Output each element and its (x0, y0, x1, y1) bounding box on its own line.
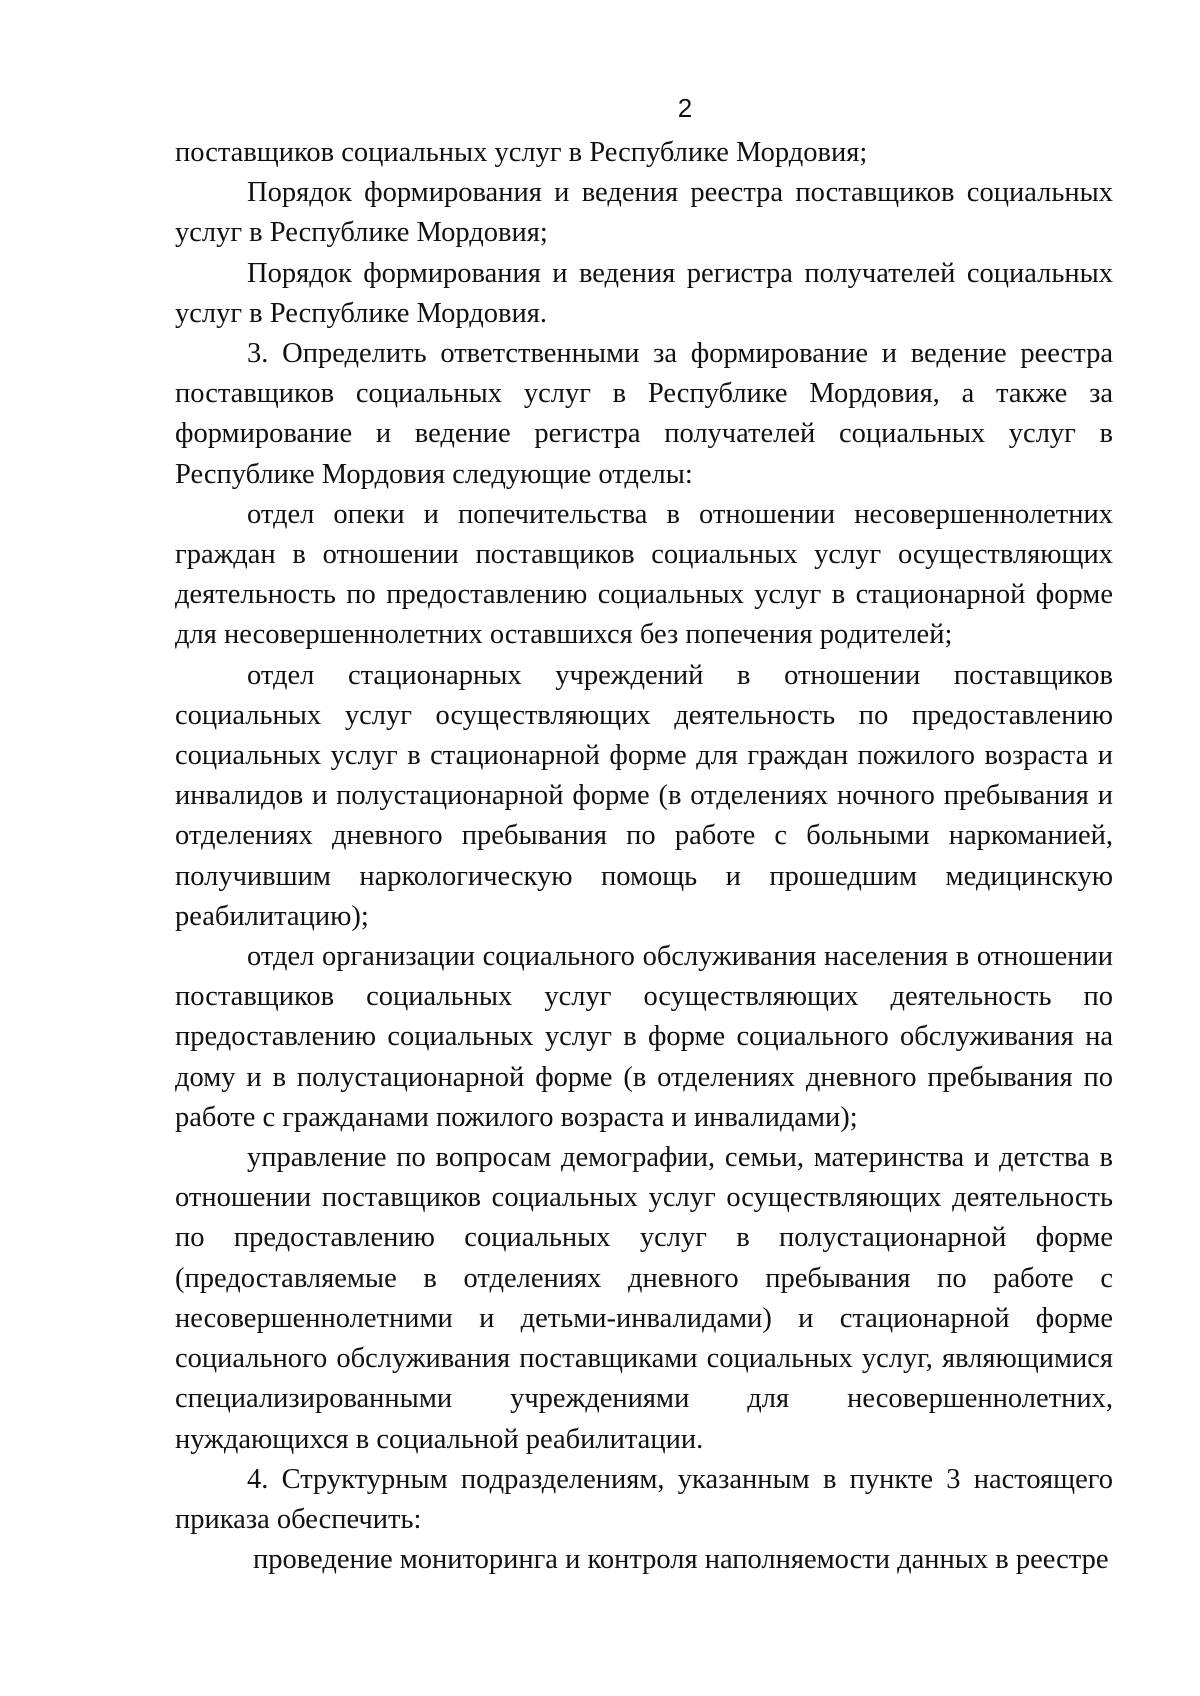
paragraph-continuation: поставщиков социальных услуг в Республике Мордовия; (175, 137, 868, 168)
paragraph-guardianship-department: отдел опеки и попечительства в отношении несовершеннолетних граждан в отношении поставщиков социальных услуг осуществляющих деятельность по предоставлению социальных услуг в стационарной форме для несовершеннолетних оставшихся без попечения родителей; (175, 498, 1113, 651)
paragraph-item-3: 3. Определить ответственными за формирование и ведение реестра поставщиков социальных услуг в Республике Мордовия, а также за формирование и ведение регистра получателей социальных услуг в Республике Мордовия следующие отделы: (175, 338, 1113, 490)
page-number: 2 (677, 93, 693, 123)
paragraph-demography-directorate: управление по вопросам демографии, семьи, материнства и детства в отношении поставщиков социальных услуг осуществляющих деятельность по предоставлению социальных услуг в полустационарной форме (предоставляемые в отделениях дневного пребывания по работе с несовершеннолетними и детьми-инвалидами) и стационарной форме социального обслуживания поставщиками социальных услуг, являющимися специализированными учреждениями для несовершеннолетних, нуждающихся в социальной реабилитации. (175, 1142, 1113, 1455)
paragraph-recipient-register-order: Порядок формирования и ведения регистра получателей социальных услуг в Республике Мордовия. (175, 257, 1113, 329)
paragraph-inpatient-department: отдел стационарных учреждений в отношении поставщиков социальных услуг осуществляющих деятельность по предоставлению социальных услуг в стационарной форме для граждан пожилого возраста и инвалидов и полустационарной форме (в отделениях ночного пребывания и отделениях дневного пребывания по работе с больными наркоманией, получившим наркологическую помощь и прошедшим медицинскую реабилитацию); (175, 659, 1113, 932)
paragraph-provider-registry-order: Порядок формирования и ведения реестра поставщиков социальных услуг в Республике Мордовия; (175, 177, 1113, 249)
paragraph-item-4: 4. Структурным подразделениям, указанным в пункте 3 настоящего приказа обеспечить: (175, 1463, 1113, 1535)
paragraph-social-services-department: отдел организации социального обслуживания населения в отношении поставщиков социальных услуг осуществляющих деятельность по предоставлению социальных услуг в форме социального обслуживания на дому и в полустационарной форме (в отделениях дневного пребывания по работе с гражданами пожилого возраста и инвалидами); (175, 941, 1113, 1133)
paragraph-monitoring: проведение мониторинга и контроля наполняемости данных в реестре (253, 1544, 1109, 1576)
document-body (175, 133, 1113, 1580)
